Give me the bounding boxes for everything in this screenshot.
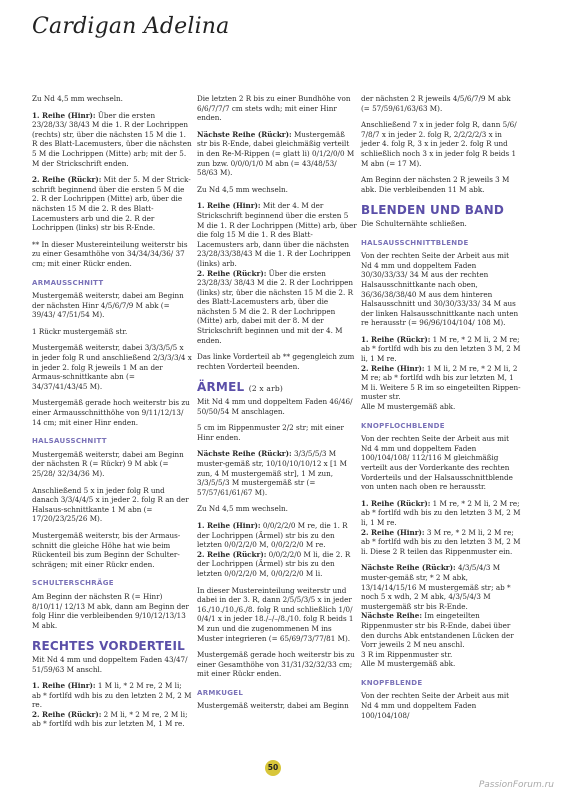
- section-heading-halsausschnitt: HALSAUSSCHNITT: [32, 437, 107, 446]
- column-middle: [197, 94, 357, 718]
- section-heading-aermel: [197, 380, 357, 395]
- row-text: Über die ersten 23/28/33/ 38/43 M die 2. R der Lochrippen (links) str, über die nächsten 15 M die 2. R des Blatt-Lacemusters arb, über die nächsten 5 M die 2. R der Lochrippen (Mitte) arb, dabei mit der 8. M der Strickschrift beginnen und mit der 4. M enden.: [197, 268, 354, 345]
- paragraph: Von der rechten Seite der Arbeit aus mit Nd 4 mm und doppeltem Faden 30/30/33/33/ 34 M aus der rechten Halsausschnittkante nach oben, 36/36/38/38/40 M aus dem hinteren Halsausschnitt und 30/30/33/33/ 34 M aus der linken Halsausschnittkante nach unten re herausstr (= 96/96/104/104/ 108 M).: [361, 251, 519, 328]
- paragraph: Die letzten 2 R bis zu einer Bundhöhe von 6/6/7/7/7 cm stets wdh; mit einer Hinr enden.: [197, 94, 351, 123]
- row-text: 1 M li, 2 M re, * 2 M li, 2 M re; ab * fortlfd wdh bis zur letzten M, 1 M li. Weitere 5 R im so eingeteilten Rippen-muster str.: [361, 363, 521, 402]
- paragraph: Am Beginn der nächsten 2 R jeweils 3 M abk. Die verbleibenden 11 M abk.: [361, 175, 510, 194]
- paragraph: [197, 201, 357, 268]
- paragraph: Mustergemäß weiterstr, bis der Armaus-schnitt die gleiche Höhe hat wie beim Rückenteil bis zum Beginn der Schulter-schrägen; mit einer Rückr enden.: [32, 530, 181, 569]
- row-text: Mustergemäß str bis R-Ende, dabei gleichmäßig verteilt in den Re-M-Rippen (= glatt li) 0/1/2/0/0 M zun bzw. 0/0/0/1/0 M abn (= 43/48/53/ 58/63 M).: [197, 129, 355, 178]
- paragraph: ** In dieser Mustereinteilung weiterstr bis zu einer Gesamthöhe von 34/34/34/36/ 37 cm; mit einer Rückr enden.: [32, 239, 188, 268]
- paragraph: Mustergemäß weiterstr, dabei am Beginn der nächsten Hinr 4/5/6/7/9 M abk (= 39/43/ 47/51/54 M).: [32, 291, 184, 320]
- watermark: PassionForum.ru: [478, 780, 554, 790]
- paragraph: [32, 710, 192, 729]
- section-heading-knopfblende: KNOPFBLENDE: [361, 678, 423, 687]
- row-text: 0/0/2/2/0 M li, die 2. R der Lochrippen (Ärmel) str bis zu den letzten 0/0/2/2/0 M, 0/0/2/2/0 M li.: [197, 549, 351, 578]
- row-label: 1. Reihe (Hinr):: [32, 110, 96, 120]
- paragraph: [197, 449, 357, 497]
- paragraph: Das linke Vorderteil ab ** gegengleich zum rechten Vorderteil beenden.: [197, 352, 355, 371]
- row-label: 1. Reihe (Hinr):: [197, 201, 261, 211]
- section-heading-halsausschnittblende: HALSAUSSCHNITTBLENDE: [361, 238, 469, 247]
- paragraph: [361, 335, 521, 364]
- section-heading-knopflochblende: KNOPFLOCHBLENDE: [361, 421, 445, 430]
- paragraph: Mustergemäß weiterstr, dabei 3/3/3/5/5 x in jeder folg R und anschließend 2/3/3/3/4 x in jeder 2. folg R jeweils 1 M an der Armaus-schnittkante abn (= 34/37/41/43/45 M).: [32, 343, 192, 391]
- paragraph: [32, 681, 192, 710]
- paragraph: Von der rechten Seite der Arbeit aus mit Nd 4 mm und doppeltem Faden 100/104/108/ 112/116 M gleichmäßig verteilt aus der Vorderkante des rechten Vorderteils und der Halsausschnittblende von unten nach oben re herausstr.: [361, 434, 513, 492]
- paragraph: [197, 130, 357, 178]
- row-label: 2. Reihe (Rückr):: [197, 268, 267, 278]
- paragraph: In dieser Mustereinteilung weiterstr und dabei in der 3. R, dann 2/5/5/3/5 x in jeder 16./10./10./6./8. folg R und schließlich 1/0/ 0/4/1 x in jeder 18./–/–/8./10. folg R beids 1 M zun und die zugenommenen M ins Muster integrieren (= 65/69/73/77/81 M).: [197, 585, 354, 643]
- row-label: Nächste Reihe (Rückr):: [361, 563, 456, 573]
- section-heading-blenden-und-band: BLENDEN UND BAND: [361, 203, 504, 218]
- paragraph: [32, 111, 192, 169]
- row-label: Nächste Reihe (Rückr):: [197, 449, 292, 459]
- paragraph: Mustergemäß gerade hoch weiterstr bis zu einer Gesamthöhe von 31/31/32/32/33 cm; mit einer Rückr enden.: [197, 650, 355, 679]
- heading-text: ÄRMEL: [197, 380, 245, 395]
- paragraph: Die Schulternähte schließen.: [361, 218, 467, 228]
- row-label: Nächste Reihe:: [361, 611, 422, 621]
- paragraph: 5 cm im Rippenmuster 2/2 str; mit einer Hinr enden.: [197, 423, 344, 442]
- row-text: Über die ersten 23/28/33/ 38/43 M die 1. R der Lochrippen (rechts) str, über die nächsten 15 M die 1. R des Blatt-Lacemusters, über die nächsten 5 M die Lochrippen (Mitte) arb; mit der 5. M der Strickschrift enden.: [32, 110, 192, 168]
- row-text: 3 M re, * 2 M li, 2 M re; ab * fortlfd wdh bis zu den letzten 3 M, 2 M li. Diese 2 R teilen das Rippenmuster ein.: [361, 527, 521, 556]
- paragraph: Zu Nd 4,5 mm wechseln.: [32, 94, 123, 103]
- section-heading-rechtes-vorderteil: RECHTES VORDERTEIL: [32, 639, 185, 654]
- paragraph: [197, 521, 357, 550]
- row-text: 2 M li, * 2 M re, 2 M li; ab * fortlfd wdh bis zur letzten M, 1 M re.: [32, 709, 188, 729]
- row-text: 0/0/2/2/0 M re, die 1. R der Lochrippen (Ärmel) str bis zu den letzten 0/0/2/2/0 M, 0/0/2/2/0 M re.: [197, 520, 348, 550]
- row-label: 2. Reihe (Hinr):: [361, 363, 425, 373]
- page-title: Cardigan Adelina: [32, 14, 230, 39]
- paragraph: Anschließend 5 x in jeder folg R und danach 3/3/4/4/5 x in jeder 2. folg R an der Halsaus-schnittkante 1 M abn (= 17/20/23/25/26 M).: [32, 485, 189, 524]
- column-right: [361, 94, 521, 727]
- row-text: Mit der 4. M der Strickschrift beginnend über die ersten 5 M die 1. R der Lochrippen (Mitte) arb, über die folg 15 M die 1. R des Blatt-Lacemusters arb, dann über die nächsten 23/28/33/38/43 M die 1. R der Lochrippen (links) arb.: [197, 201, 357, 268]
- section-heading-armkugel: ARMKUGEL: [197, 688, 244, 697]
- section-heading-schulterschraege: SCHULTERSCHRÄGE: [32, 579, 114, 588]
- paragraph: [361, 364, 521, 402]
- paragraph: Mit Nd 4 mm und doppeltem Faden 43/47/ 51/59/63 M anschl.: [32, 654, 188, 674]
- paragraph: Alle M mustergemäß abk.: [361, 659, 456, 669]
- row-label: 2. Reihe (Rückr):: [32, 709, 102, 719]
- paragraph: Zu Nd 4,5 mm wechseln.: [197, 504, 288, 514]
- paragraph: Mustergemäß weiterstr, dabei am Beginn der nächsten R (= Rückr) 9 M abk (= 25/28/ 32/34/36 M).: [32, 449, 184, 478]
- column-left: [32, 94, 192, 736]
- paragraph: Anschließend 7 x in jeder folg R, dann 5/6/ 7/8/7 x in jeder 2. folg R, 2/2/2/2/3 x in jeder 4. folg R, 3 x in jeder 2. folg R und schließlich noch 3 x in jeder folg R beids 1 M abn (= 17 M).: [361, 120, 517, 168]
- row-text: 1 M li, * 2 M re, 2 M li; ab * fortlfd wdh bis zu den letzten 2 M, 2 M re.: [32, 681, 192, 710]
- paragraph: Alle M mustergemäß abk.: [361, 402, 456, 412]
- paragraph: [361, 563, 521, 611]
- row-label: 1. Reihe (Hinr):: [197, 520, 261, 530]
- heading-note: (2 x arb): [248, 384, 283, 394]
- paragraph: der nächsten 2 R jeweils 4/5/6/7/9 M abk (= 57/59/61/63/63 M).: [361, 94, 511, 113]
- paragraph: [361, 611, 521, 649]
- section-heading-armausschnitt: ARMAUSSCHNITT: [32, 278, 104, 287]
- row-text: Im eingeteilten Rippenmuster str bis R-Ende, dabei über den durchs Abk entstandenen Lücken der Vorr jeweils 2 M neu anschl.: [361, 611, 514, 650]
- paragraph: Am Beginn der nächsten R (= Hinr) 8/10/11/ 12/13 M abk, dann am Beginn der folg Hinr die verbleibenden 9/10/12/13/13 M abk.: [32, 591, 189, 630]
- row-label: 1. Reihe (Hinr):: [32, 681, 96, 691]
- page-number: 50: [265, 760, 281, 776]
- row-text: 1 M re, * 2 M li, 2 M re; ab * fortlfd wdh bis zu den letzten 3 M, 2 M li, 1 M re.: [361, 498, 521, 527]
- paragraph: [197, 550, 357, 579]
- row-label: 2. Reihe (Rückr):: [197, 549, 267, 559]
- row-label: 2. Reihe (Hinr):: [361, 527, 425, 537]
- row-label: Nächste Reihe (Rückr):: [197, 129, 292, 139]
- paragraph: Von der rechten Seite der Arbeit aus mit Nd 4 mm und doppeltem Faden 100/104/108/: [361, 691, 510, 720]
- paragraph: Zu Nd 4,5 mm wechseln.: [197, 184, 288, 194]
- paragraph: 1 Rückr mustergemäß str.: [32, 326, 128, 336]
- paragraph: [361, 499, 521, 528]
- paragraph: Mit Nd 4 mm und doppeltem Faden 46/46/ 50/50/54 M anschlagen.: [197, 397, 353, 416]
- paragraph: [361, 528, 521, 557]
- row-label: 1. Reihe (Rückr):: [361, 498, 431, 508]
- paragraph: Mustergemäß weiterstr, dabei am Beginn: [197, 701, 349, 711]
- paragraph: Mustergemäß gerade hoch weiterstr bis zu einer Armausschnitthöhe von 9/11/12/13/ 14 cm; mit einer Hinr enden.: [32, 398, 190, 427]
- row-text: 3/3/5/5/3 M muster-gemäß str, 10/10/10/10/12 x [1 M zun, 4 M mustergemäß str], 1 M zun, 3/3/5/5/3 M mustergemäß str (= 57/57/61/61/67 M).: [197, 449, 348, 497]
- row-label: 1. Reihe (Rückr):: [361, 334, 431, 344]
- row-text: Mit der 5. M der Strick-schrift beginnend über die ersten 5 M die 2. R der Lochrippen (Mitte) arb, über die nächsten 15 M die 2. R des Blatt-Lacemusters arb und die 2. R der Lochrippen (links) str bis R-Ende.: [32, 175, 191, 233]
- paragraph: 3 R im Rippenmuster str.: [361, 649, 453, 659]
- row-text: 4/3/5/4/3 M muster-gemäß str, * 2 M abk, 13/14/14/15/16 M mustergemäß str; ab * noch 5 x wdh, 2 M abk, 4/3/5/4/3 M mustergemäß str bis R-Ende.: [361, 563, 511, 611]
- row-text: 1 M re, * 2 M li, 2 M re; ab * fortlfd wdh bis zu den letzten 3 M, 2 M li, 1 M re.: [361, 334, 521, 364]
- paragraph: [197, 269, 357, 346]
- row-label: 2. Reihe (Rückr):: [32, 175, 102, 185]
- paragraph: [32, 175, 192, 233]
